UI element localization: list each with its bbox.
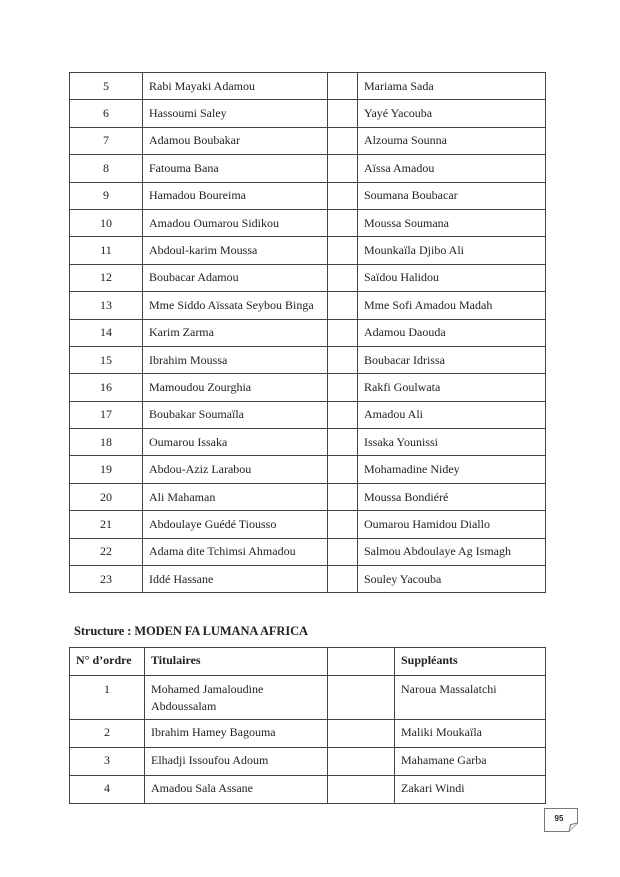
row-suppleant: Moussa Soumana xyxy=(358,209,546,236)
table-row xyxy=(70,100,546,127)
row-blank xyxy=(328,374,358,401)
row-blank xyxy=(328,776,395,804)
table-row xyxy=(70,264,546,291)
row-blank xyxy=(328,748,395,776)
row-titulaire: Abdou-Aziz Larabou xyxy=(143,456,328,483)
row-num: 10 xyxy=(70,209,143,236)
table-row xyxy=(70,566,546,593)
header-suppleants: Suppléants xyxy=(395,648,546,676)
row-titulaire: Boubacar Adamou xyxy=(143,264,328,291)
row-blank xyxy=(328,566,358,593)
row-num: 13 xyxy=(70,292,143,319)
row-titulaire: Amadou Sala Assane xyxy=(145,776,328,804)
row-num: 23 xyxy=(70,566,143,593)
table-row xyxy=(70,776,546,804)
row-suppleant: Boubacar Idrissa xyxy=(358,346,546,373)
row-titulaire: Mme Siddo Aïssata Seybou Binga xyxy=(143,292,328,319)
row-blank xyxy=(328,264,358,291)
row-blank xyxy=(328,483,358,510)
row-suppleant: Zakari Windi xyxy=(395,776,546,804)
table-row xyxy=(70,676,546,720)
table-row xyxy=(70,429,546,456)
row-num: 22 xyxy=(70,538,143,565)
row-suppleant: Aïssa Amadou xyxy=(358,155,546,182)
row-titulaire: Adama dite Tchimsi Ahmadou xyxy=(143,538,328,565)
table-row xyxy=(70,511,546,538)
row-blank xyxy=(328,538,358,565)
row-blank xyxy=(328,100,358,127)
row-num: 21 xyxy=(70,511,143,538)
row-num: 4 xyxy=(70,776,145,804)
titulaire-line-2: Abdoussalam xyxy=(151,699,217,713)
header-blank xyxy=(328,648,395,676)
table-row xyxy=(70,456,546,483)
page-number: 95 xyxy=(554,814,564,823)
titulaire-line-1: Mohamed Jamaloudine xyxy=(151,682,264,696)
row-num: 2 xyxy=(70,720,145,748)
row-suppleant: Saïdou Halidou xyxy=(358,264,546,291)
table-row xyxy=(70,401,546,428)
page-number-badge xyxy=(544,808,576,830)
header-num: N° d’ordre xyxy=(70,648,145,676)
row-titulaire: Boubakar Soumaïla xyxy=(143,401,328,428)
row-num: 1 xyxy=(70,676,145,720)
row-suppleant: Oumarou Hamidou Diallo xyxy=(358,511,546,538)
row-titulaire: Hamadou Boureima xyxy=(143,182,328,209)
row-blank xyxy=(328,237,358,264)
row-suppleant: Yayé Yacouba xyxy=(358,100,546,127)
table-row xyxy=(70,720,546,748)
row-num: 18 xyxy=(70,429,143,456)
row-titulaire: Abdoulaye Guédé Tiousso xyxy=(143,511,328,538)
row-blank xyxy=(328,73,358,100)
row-suppleant: Salmou Abdoulaye Ag Ismagh xyxy=(358,538,546,565)
row-suppleant: Rakfi Goulwata xyxy=(358,374,546,401)
header-titulaires: Titulaires xyxy=(145,648,328,676)
row-blank xyxy=(328,292,358,319)
row-titulaire: Oumarou Issaka xyxy=(143,429,328,456)
row-blank xyxy=(328,676,395,720)
row-suppleant: Naroua Massalatchi xyxy=(395,676,546,720)
row-suppleant: Mariama Sada xyxy=(358,73,546,100)
row-suppleant: Moussa Bondiéré xyxy=(358,483,546,510)
row-titulaire: Ibrahim Hamey Bagouma xyxy=(145,720,328,748)
table-row xyxy=(70,182,546,209)
row-suppleant: Mounkaïla Djibo Ali xyxy=(358,237,546,264)
table-row xyxy=(70,292,546,319)
table-row xyxy=(70,209,546,236)
row-num: 8 xyxy=(70,155,143,182)
row-num: 17 xyxy=(70,401,143,428)
deputies-table-continued xyxy=(69,72,546,593)
row-blank xyxy=(328,456,358,483)
row-num: 14 xyxy=(70,319,143,346)
row-suppleant: Soumana Boubacar xyxy=(358,182,546,209)
table-row xyxy=(70,483,546,510)
row-blank xyxy=(328,209,358,236)
row-titulaire: Abdoul-karim Moussa xyxy=(143,237,328,264)
row-num: 20 xyxy=(70,483,143,510)
row-titulaire: Ibrahim Moussa xyxy=(143,346,328,373)
row-num: 3 xyxy=(70,748,145,776)
row-blank xyxy=(328,401,358,428)
row-num: 7 xyxy=(70,127,143,154)
row-suppleant: Maliki Moukaïla xyxy=(395,720,546,748)
row-titulaire: Amadou Oumarou Sidikou xyxy=(143,209,328,236)
row-blank xyxy=(328,429,358,456)
row-suppleant: Alzouma Sounna xyxy=(358,127,546,154)
row-num: 12 xyxy=(70,264,143,291)
row-suppleant: Adamou Daouda xyxy=(358,319,546,346)
row-titulaire: Hassoumi Saley xyxy=(143,100,328,127)
row-titulaire: Fatouma Bana xyxy=(143,155,328,182)
table-row xyxy=(70,319,546,346)
table-row xyxy=(70,748,546,776)
row-suppleant: Mohamadine Nidey xyxy=(358,456,546,483)
row-blank xyxy=(328,511,358,538)
row-titulaire: Rabi Mayaki Adamou xyxy=(143,73,328,100)
table-row xyxy=(70,73,546,100)
row-titulaire: Ali Mahaman xyxy=(143,483,328,510)
row-suppleant: Mme Sofi Amadou Madah xyxy=(358,292,546,319)
row-blank xyxy=(328,127,358,154)
row-titulaire: Adamou Boubakar xyxy=(143,127,328,154)
table-row xyxy=(70,374,546,401)
row-suppleant: Mahamane Garba xyxy=(395,748,546,776)
row-blank xyxy=(328,155,358,182)
row-num: 15 xyxy=(70,346,143,373)
row-titulaire: Mamoudou Zourghia xyxy=(143,374,328,401)
row-titulaire: Elhadji Issoufou Adoum xyxy=(145,748,328,776)
row-suppleant: Issaka Younissi xyxy=(358,429,546,456)
row-blank xyxy=(328,346,358,373)
table-row xyxy=(70,127,546,154)
moden-fa-lumana-table xyxy=(69,647,546,804)
row-suppleant: Souley Yacouba xyxy=(358,566,546,593)
table-row xyxy=(70,237,546,264)
row-num: 11 xyxy=(70,237,143,264)
row-titulaire xyxy=(145,676,328,720)
table-row xyxy=(70,155,546,182)
row-num: 19 xyxy=(70,456,143,483)
row-titulaire: Iddé Hassane xyxy=(143,566,328,593)
row-num: 5 xyxy=(70,73,143,100)
table-row xyxy=(70,346,546,373)
row-titulaire: Karim Zarma xyxy=(143,319,328,346)
row-suppleant: Amadou Ali xyxy=(358,401,546,428)
row-blank xyxy=(328,182,358,209)
row-num: 16 xyxy=(70,374,143,401)
row-blank xyxy=(328,319,358,346)
table-row xyxy=(70,538,546,565)
structure-caption: Structure : MODEN FA LUMANA AFRICA xyxy=(74,624,308,638)
row-blank xyxy=(328,720,395,748)
row-num: 9 xyxy=(70,182,143,209)
row-num: 6 xyxy=(70,100,143,127)
table-header-row xyxy=(70,648,546,676)
